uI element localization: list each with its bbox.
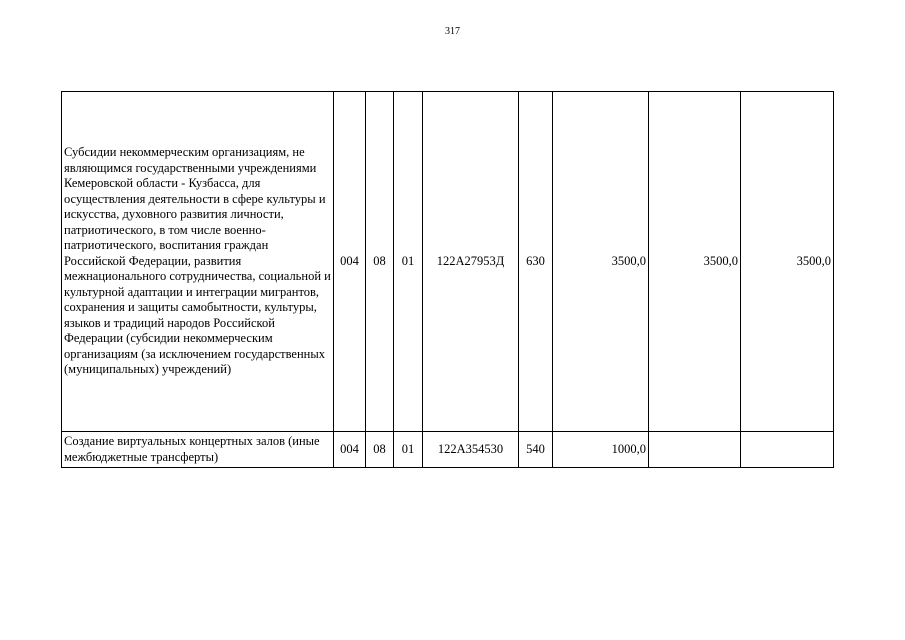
- target-article-code: 122А354530: [423, 432, 519, 468]
- expense-type-code: 630: [519, 92, 553, 432]
- table-row: [62, 432, 834, 468]
- amount-year-3: [741, 432, 834, 468]
- amount-year-2: 3500,0: [649, 92, 741, 432]
- expense-type-code: 540: [519, 432, 553, 468]
- table-row: [62, 92, 834, 432]
- budget-table: [61, 91, 834, 468]
- row-description: Субсидии некоммерческим организациям, не являющимся государственными учреждениями Кемеровской области - Кузбасса, для осуществления деятельности в сфере культуры и искусства, духовного развития личности, патриотического, в том числе военно-патриотического, воспитания граждан Российской Федерации, развития межнационального сотрудничества, социальной и культурной адаптации и интеграции мигрантов, сохранения и защиты самобытности, культуры, языков и традиций народов Российской Федерации (субсидии некоммерческим организациям (за исключением государственных (муниципальных) учреждений): [62, 92, 334, 432]
- target-article-code: 122А27953Д: [423, 92, 519, 432]
- row-description: Создание виртуальных концертных залов (иные межбюджетные трансферты): [62, 432, 334, 468]
- page-number: 317: [445, 26, 460, 37]
- subsection-code: 01: [394, 92, 423, 432]
- subsection-code: 01: [394, 432, 423, 468]
- amount-year-1: 3500,0: [553, 92, 649, 432]
- ministry-code: 004: [334, 432, 366, 468]
- amount-year-3: 3500,0: [741, 92, 834, 432]
- amount-year-2: [649, 432, 741, 468]
- section-code: 08: [366, 432, 394, 468]
- amount-year-1: 1000,0: [553, 432, 649, 468]
- ministry-code: 004: [334, 92, 366, 432]
- section-code: 08: [366, 92, 394, 432]
